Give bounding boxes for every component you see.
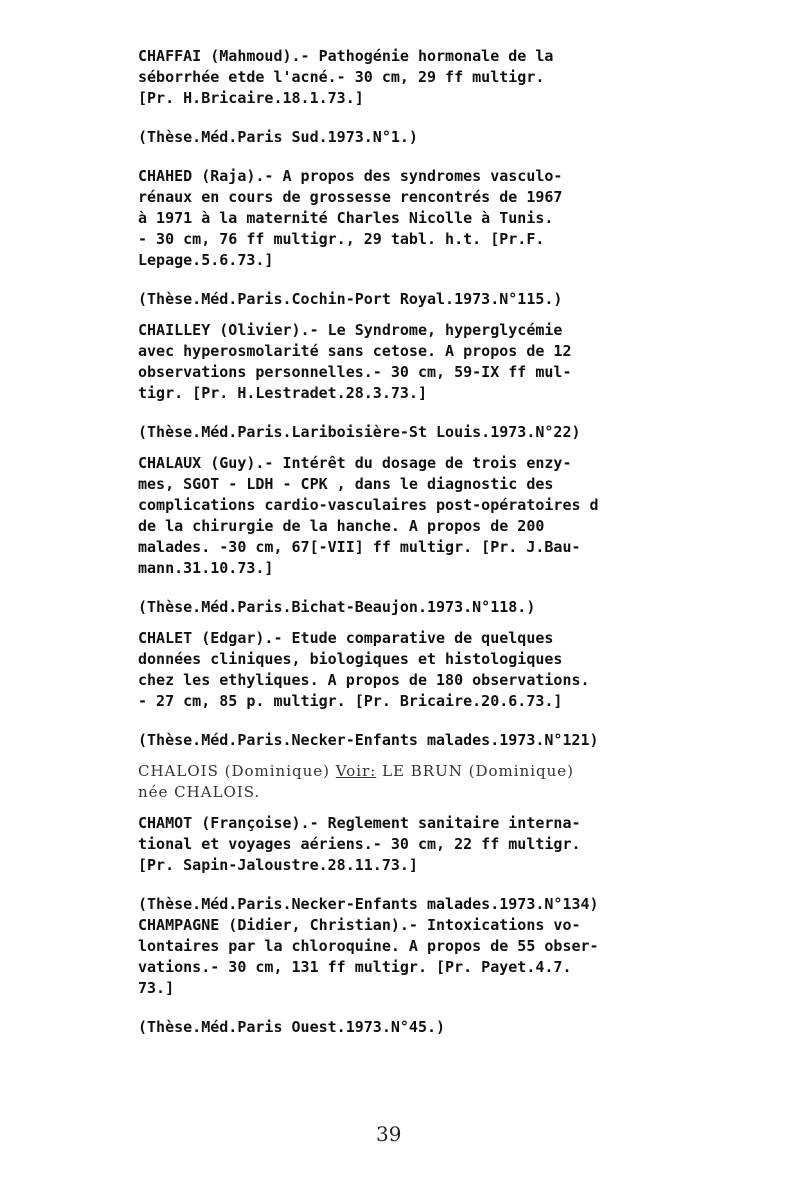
page-number: 39 [376,1122,402,1146]
entry-chamot [138,813,668,876]
entry-line: chez les ethyliques. A propos de 180 observations. [138,671,590,689]
entry-line: complications cardio-vasculaires post-opératoires d [138,496,599,514]
entry-line: rénaux en cours de grossesse rencontrés de 1967 [138,188,563,206]
crossref-voir: Voir: [335,762,377,780]
entry-chaffai [138,46,668,109]
entry-line: - 27 cm, 85 p. multigr. [Pr. Bricaire.20.6.73.] [138,692,563,710]
entry-line: CHALAUX (Guy).- Intérêt du dosage de trois enzy- [138,454,572,472]
entry-line: données cliniques, biologiques et histologiques [138,650,563,668]
crossref-line-2: née CHALOIS. [138,783,261,801]
entry-line: [Pr. H.Bricaire.18.1.73.] [138,89,364,107]
entry-chahed [138,166,668,271]
entry-chalaux [138,453,668,579]
entry-line: CHAFFAI (Mahmoud).- Pathogénie hormonale de la [138,47,554,65]
bibliography-page [138,46,668,1038]
entry-chalet [138,628,668,712]
entry-line: mes, SGOT - LDH - CPK , dans le diagnostic des [138,475,554,493]
crossref-name: CHALOIS (Dominique) [138,762,330,780]
thesis-reference: (Thèse.Méd.Paris.Lariboisière-St Louis.1973.N°22) [138,423,581,441]
entry-line: tigr. [Pr. H.Lestradet.28.3.73.] [138,384,427,402]
entry-chailley [138,320,668,404]
thesis-reference: (Thèse.Méd.Paris.Necker-Enfants malades.1973.N°121) [138,731,599,749]
entry-line: - 30 cm, 76 ff multigr., 29 tabl. h.t. [Pr.F. [138,230,545,248]
thesis-reference: (Thèse.Méd.Paris Sud.1973.N°1.) [138,128,418,146]
entry-line: Lepage.5.6.73.] [138,251,274,269]
entry-champagne [138,915,668,999]
entry-line: CHAMPAGNE (Didier, Christian).- Intoxications vo- [138,916,581,934]
crossref-target: LE BRUN (Dominique) [382,762,574,780]
entry-line: de la chirurgie de la hanche. A propos de 200 [138,517,545,535]
thesis-reference: (Thèse.Méd.Paris.Bichat-Beaujon.1973.N°118.) [138,598,536,616]
entry-line: lontaires par la chloroquine. A propos de 55 obser- [138,937,599,955]
entry-line: tional et voyages aériens.- 30 cm, 22 ff multigr. [138,835,581,853]
entry-chalois-crossref [138,761,668,803]
entry-line: malades. -30 cm, 67[-VII] ff multigr. [Pr. J.Bau- [138,538,581,556]
entry-line: 73.] [138,979,175,997]
entry-line: mann.31.10.73.] [138,559,274,577]
crossref-line [138,761,668,782]
entry-line: CHAILLEY (Olivier).- Le Syndrome, hyperglycémie [138,321,563,339]
entry-line: à 1971 à la maternité Charles Nicolle à Tunis. [138,209,554,227]
thesis-reference: (Thèse.Méd.Paris Ouest.1973.N°45.) [138,1018,446,1036]
entry-line: [Pr. Sapin-Jaloustre.28.11.73.] [138,856,418,874]
entry-line: vations.- 30 cm, 131 ff multigr. [Pr. Payet.4.7. [138,958,572,976]
thesis-reference: (Thèse.Méd.Paris.Necker-Enfants malades.1973.N°134) [138,895,599,913]
entry-line: avec hyperosmolarité sans cetose. A propos de 12 [138,342,572,360]
entry-line: CHAHED (Raja).- A propos des syndromes vasculo- [138,167,563,185]
entry-line: CHALET (Edgar).- Etude comparative de quelques [138,629,554,647]
entry-line: CHAMOT (Françoise).- Reglement sanitaire interna- [138,814,581,832]
entry-line: observations personnelles.- 30 cm, 59-IX ff mul- [138,363,572,381]
thesis-reference: (Thèse.Méd.Paris.Cochin-Port Royal.1973.N°115.) [138,290,563,308]
entry-line: séborrhée etde l'acné.- 30 cm, 29 ff multigr. [138,68,545,86]
